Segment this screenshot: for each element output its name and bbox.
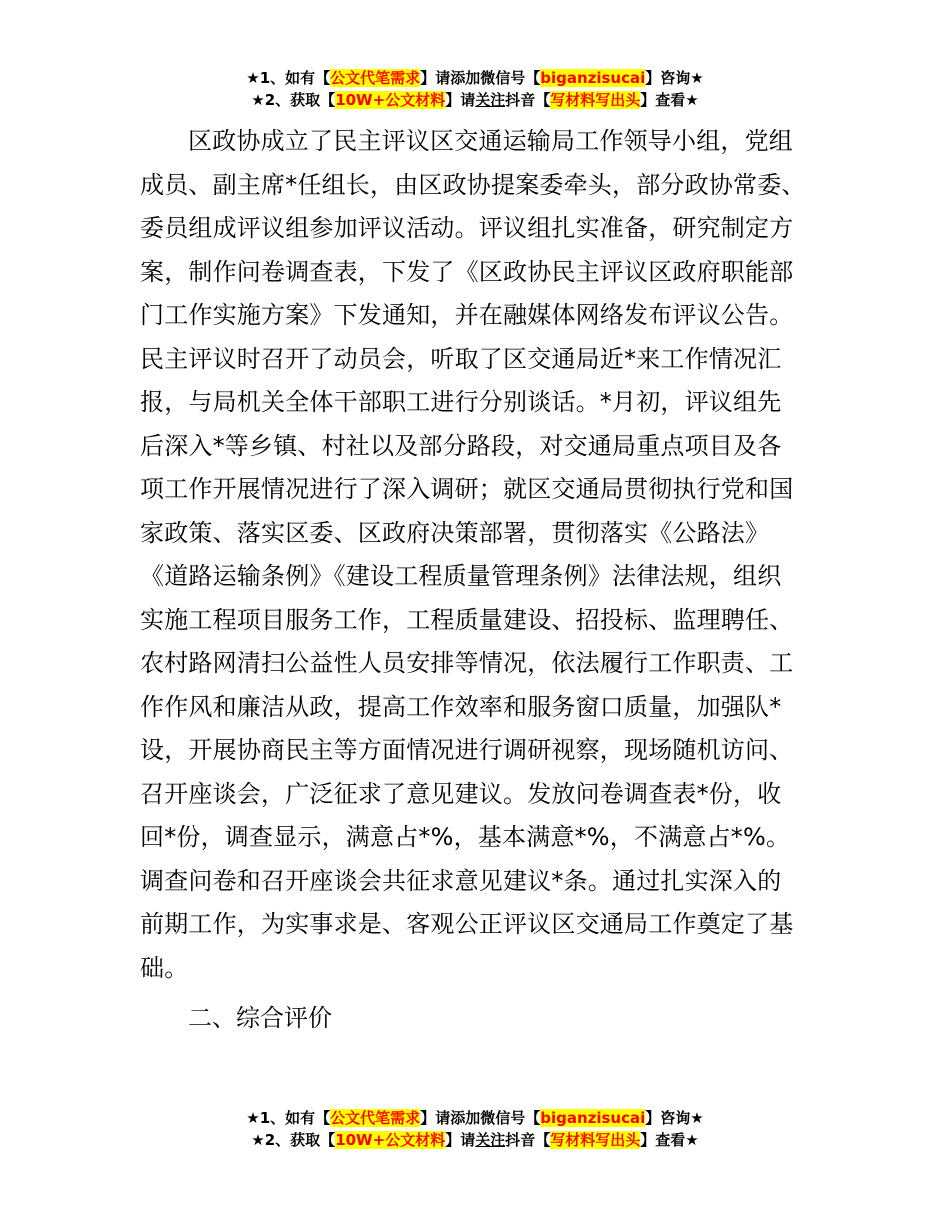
paragraph-line: 民主评议时召开了动员会，听取了区交通局近*来工作情况汇 — [140, 344, 782, 373]
paragraph-line: 调查问卷和召开座谈会共征求意见建议*条。通过扎实深入的 — [140, 866, 782, 895]
highlight-douyin-account: 写材料写出头 — [550, 91, 641, 109]
paragraph-line: 家政策、落实区委、区政府决策部署，贯彻落实《公路法》 — [140, 518, 770, 547]
paragraph-line: 委员组成评议组参加评议活动。评议组扎实准备，研究制定方 — [140, 214, 794, 242]
paragraph-line: 作作风和廉洁从政，提高工作效率和服务窗口质量，加强队* — [140, 692, 782, 721]
paragraph-line: 设，开展协商民主等方面情况进行调研视察，现场随机访问、 — [140, 736, 794, 764]
body-paragraph — [140, 120, 840, 990]
banner-line-2 — [0, 89, 950, 111]
highlight-wechat-id: biganzisucai — [540, 69, 646, 87]
header-banner — [0, 67, 950, 111]
banner-line-1 — [0, 67, 950, 89]
highlight-ghostwriting: 公文代笔需求 — [330, 1109, 421, 1127]
footer-banner — [0, 1107, 950, 1151]
banner-line-1 — [0, 1107, 950, 1129]
banner-text: 】咨询★ — [645, 69, 704, 87]
banner-text: ★1、如有【 — [246, 1109, 331, 1127]
highlight-materials: 10W+公文材料 — [335, 1131, 446, 1149]
banner-text: 】查看★ — [640, 91, 699, 109]
highlight-ghostwriting: 公文代笔需求 — [330, 69, 421, 87]
paragraph-line: 后深入*等乡镇、村社以及部分路段，对交通局重点项目及各 — [140, 431, 782, 460]
banner-text: 】请添加微信号【 — [420, 69, 541, 87]
highlight-materials: 10W+公文材料 — [335, 91, 446, 109]
banner-text: 】咨询★ — [645, 1109, 704, 1127]
banner-text: 抖音【 — [505, 91, 551, 109]
paragraph-line: 案，制作问卷调查表，下发了《区政协民主评议区政府职能部 — [140, 257, 794, 286]
banner-text: ★2、获取【 — [251, 91, 336, 109]
paragraph-line: 区政协成立了民主评议区交通运输局工作领导小组，党组 — [188, 127, 793, 155]
paragraph-line: 项工作开展情况进行了深入调研；就区交通局贯彻执行党和国 — [140, 475, 794, 503]
follow-underlined: 关注 — [475, 1131, 506, 1149]
banner-text: 】请 — [445, 1131, 476, 1149]
highlight-wechat-id: biganzisucai — [540, 1109, 646, 1127]
paragraph-line: 实施工程项目服务工作，工程质量建设、招投标、监理聘任、 — [140, 605, 794, 634]
follow-underlined: 关注 — [475, 91, 506, 109]
banner-text: 】查看★ — [640, 1131, 699, 1149]
banner-line-2 — [0, 1129, 950, 1151]
paragraph-line: 础。 — [140, 953, 189, 982]
paragraph-line: 回*份，调查显示，满意占*%，基本满意*%，不满意占*%。 — [140, 823, 791, 851]
paragraph-line: 成员、副主席*任组长，由区政协提案委牵头，部分政协常委、 — [140, 170, 806, 199]
paragraph-line: 门工作实施方案》下发通知，并在融媒体网络发布评议公告。 — [140, 301, 794, 329]
paragraph-line: 农村路网清扫公益性人员安排等情况，依法履行工作职责、工 — [140, 649, 794, 677]
banner-text: ★2、获取【 — [251, 1131, 336, 1149]
paragraph-line: 前期工作，为实事求是、客观公正评议区交通局工作奠定了基 — [140, 910, 794, 938]
banner-text: 抖音【 — [505, 1131, 551, 1149]
paragraph-line: 报，与局机关全体干部职工进行分别谈话。*月初，评议组先 — [140, 388, 782, 416]
section-heading: 二、综合评价 — [188, 1004, 332, 1032]
paragraph-line: 《道路运输条例》《建设工程质量管理条例》法律法规，组织 — [140, 562, 782, 590]
banner-text: 】请添加微信号【 — [420, 1109, 541, 1127]
highlight-douyin-account: 写材料写出头 — [550, 1131, 641, 1149]
banner-text: 】请 — [445, 91, 476, 109]
paragraph-line: 召开座谈会，广泛征求了意见建议。发放问卷调查表*份，收 — [140, 779, 782, 808]
banner-text: ★1、如有【 — [246, 69, 331, 87]
